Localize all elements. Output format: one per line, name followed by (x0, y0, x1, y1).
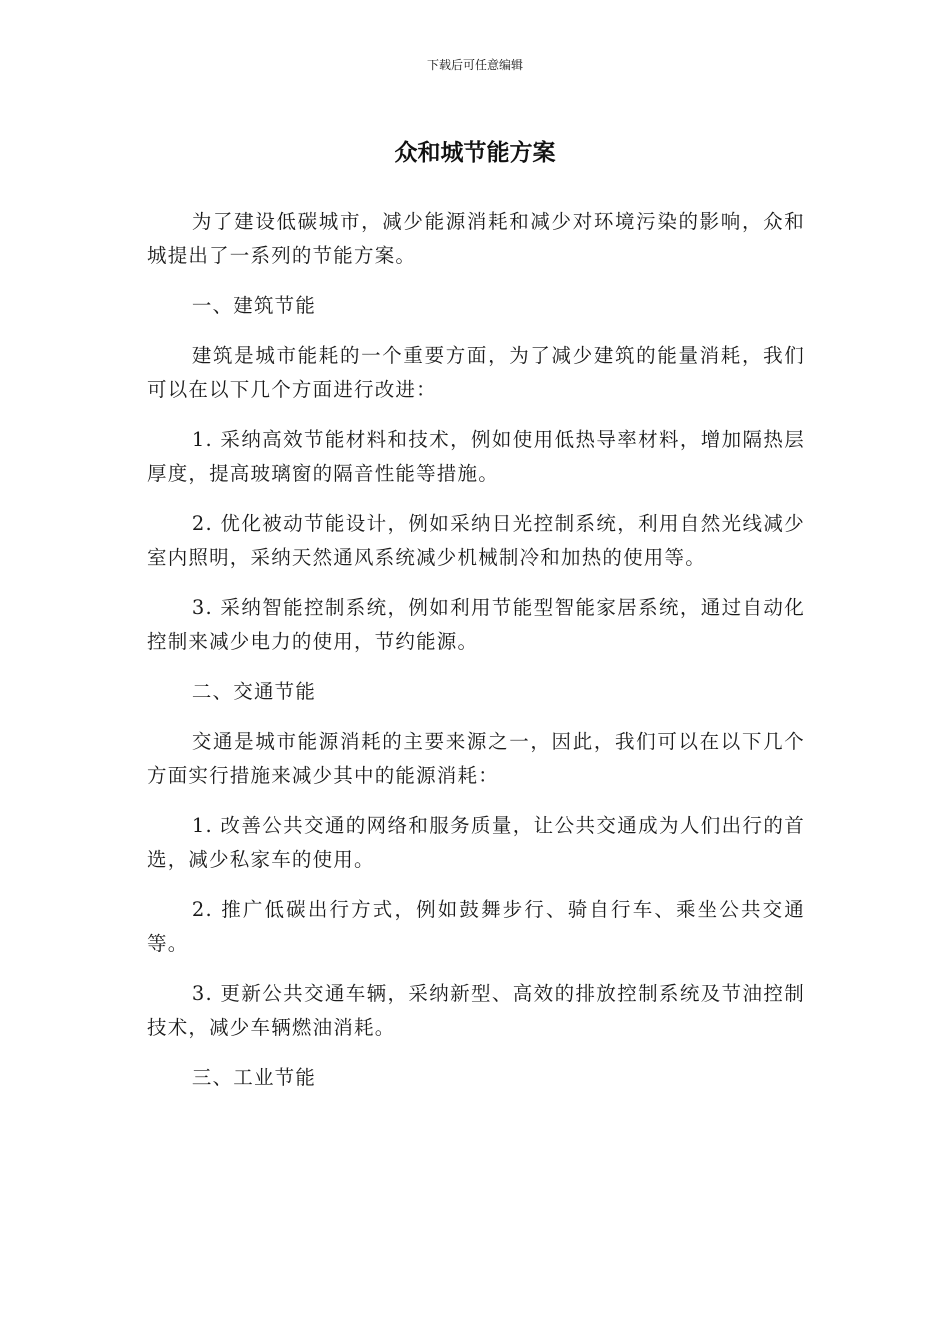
section-heading-building: 一、建筑节能 (191, 294, 317, 317)
document-body (147, 205, 805, 1111)
transport-item-3: 3. 更新公共交通车辆，采纳新型、高效的排放控制系统及节油控制技术，减少车辆燃油消耗。 (147, 982, 805, 1039)
intro-paragraph: 为了建设低碳城市，减少能源消耗和减少对环境污染的影响，众和城提出了一系列的节能方案。 (147, 210, 805, 267)
header-note: 下载后可任意编辑 (426, 58, 523, 72)
section-heading-industry: 三、工业节能 (191, 1066, 317, 1089)
building-item-2: 2. 优化被动节能设计，例如采纳日光控制系统，利用自然光线减少室内照明，采纳天然通风系统减少机械制冷和加热的使用等。 (147, 512, 805, 569)
building-item-1: 1. 采纳高效节能材料和技术，例如使用低热导率材料，增加隔热层厚度，提高玻璃窗的隔音性能等措施。 (147, 428, 805, 485)
transport-item-2: 2. 推广低碳出行方式，例如鼓舞步行、骑自行车、乘坐公共交通等。 (147, 898, 805, 955)
document-title: 众和城节能方案 (394, 140, 556, 166)
building-item-3: 3. 采纳智能控制系统，例如利用节能型智能家居系统，通过自动化控制来减少电力的使用，节约能源。 (147, 596, 805, 653)
building-intro-paragraph: 建筑是城市能耗的一个重要方面，为了减少建筑的能量消耗，我们可以在以下几个方面进行改进： (147, 344, 805, 401)
transport-item-1: 1. 改善公共交通的网络和服务质量，让公共交通成为人们出行的首选，减少私家车的使用。 (147, 814, 805, 871)
section-heading-transport: 二、交通节能 (191, 680, 317, 703)
transport-intro-paragraph: 交通是城市能源消耗的主要来源之一，因此，我们可以在以下几个方面实行措施来减少其中的能源消耗： (147, 730, 805, 787)
